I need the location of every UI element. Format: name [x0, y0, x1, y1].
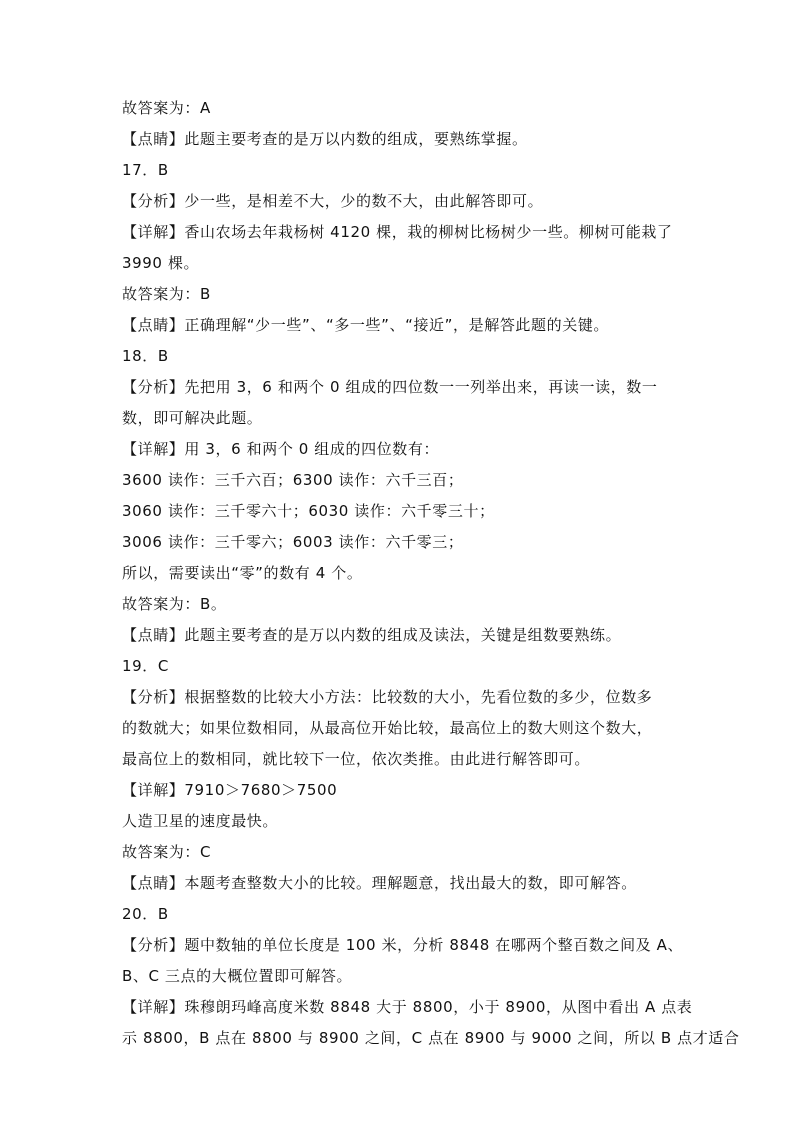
- text-line: 19．C: [122, 657, 169, 675]
- text-line: 3600 读作：三千六百；6300 读作：六千三百；: [122, 471, 464, 489]
- text-line: 【详解】香山农场去年栽杨树 4120 棵，栽的柳树比杨树少一些。柳树可能栽了: [122, 223, 673, 241]
- text-line: 【分析】先把用 3，6 和两个 0 组成的四位数一一列举出来，再读一读，数一: [122, 378, 658, 396]
- text-line: 20．B: [122, 905, 169, 923]
- text-line: 故答案为：C: [122, 843, 212, 861]
- text-line: 【详解】用 3，6 和两个 0 组成的四位数有：: [122, 440, 440, 458]
- text-line: 最高位上的数相同，就比较下一位，依次类推。由此进行解答即可。: [122, 750, 591, 768]
- text-line: 示 8800，B 点在 8800 与 8900 之间，C 点在 8900 与 9000 之间，所以 B 点才适合: [122, 1029, 740, 1047]
- text-line: 【详解】珠穆朗玛峰高度米数 8848 大于 8800，小于 8900，从图中看出 A 点表: [122, 998, 693, 1016]
- text-line: 【点睛】此题主要考查的是万以内数的组成及读法，关键是组数要熟练。: [122, 626, 622, 644]
- text-line: 故答案为：B: [122, 285, 211, 303]
- text-line: 【点睛】此题主要考查的是万以内数的组成，要熟练掌握。: [122, 130, 528, 148]
- text-line: 【分析】少一些，是相差不大，少的数不大，由此解答即可。: [122, 192, 544, 210]
- text-line: 所以，需要读出“零”的数有 4 个。: [122, 564, 363, 582]
- text-line: 【详解】7910＞7680＞7500: [122, 781, 338, 799]
- text-line: 3990 棵。: [122, 254, 200, 272]
- text-line: 的数就大；如果位数相同，从最高位开始比较，最高位上的数大则这个数大，: [122, 719, 653, 737]
- text-line: 【点睛】正确理解“少一些”、“多一些”、“接近”，是解答此题的关键。: [122, 316, 610, 334]
- text-line: 【分析】根据整数的比较大小方法：比较数的大小，先看位数的多少，位数多: [122, 688, 653, 706]
- text-line: B、C 三点的大概位置即可解答。: [122, 967, 353, 985]
- text-line: 数，即可解决此题。: [122, 409, 263, 427]
- text-line: 17．B: [122, 161, 169, 179]
- text-line: 【分析】题中数轴的单位长度是 100 米，分析 8848 在哪两个整百数之间及 A、: [122, 936, 684, 954]
- text-line: 故答案为：B。: [122, 595, 227, 613]
- text-line: 故答案为：A: [122, 99, 211, 117]
- text-line: 18．B: [122, 347, 169, 365]
- text-line: 3006 读作：三千零六；6003 读作：六千零三；: [122, 533, 464, 551]
- text-line: 3060 读作：三千零六十；6030 读作：六千零三十；: [122, 502, 495, 520]
- text-line: 人造卫星的速度最快。: [122, 812, 279, 830]
- text-line: 【点睛】本题考查整数大小的比较。理解题意，找出最大的数，即可解答。: [122, 874, 637, 892]
